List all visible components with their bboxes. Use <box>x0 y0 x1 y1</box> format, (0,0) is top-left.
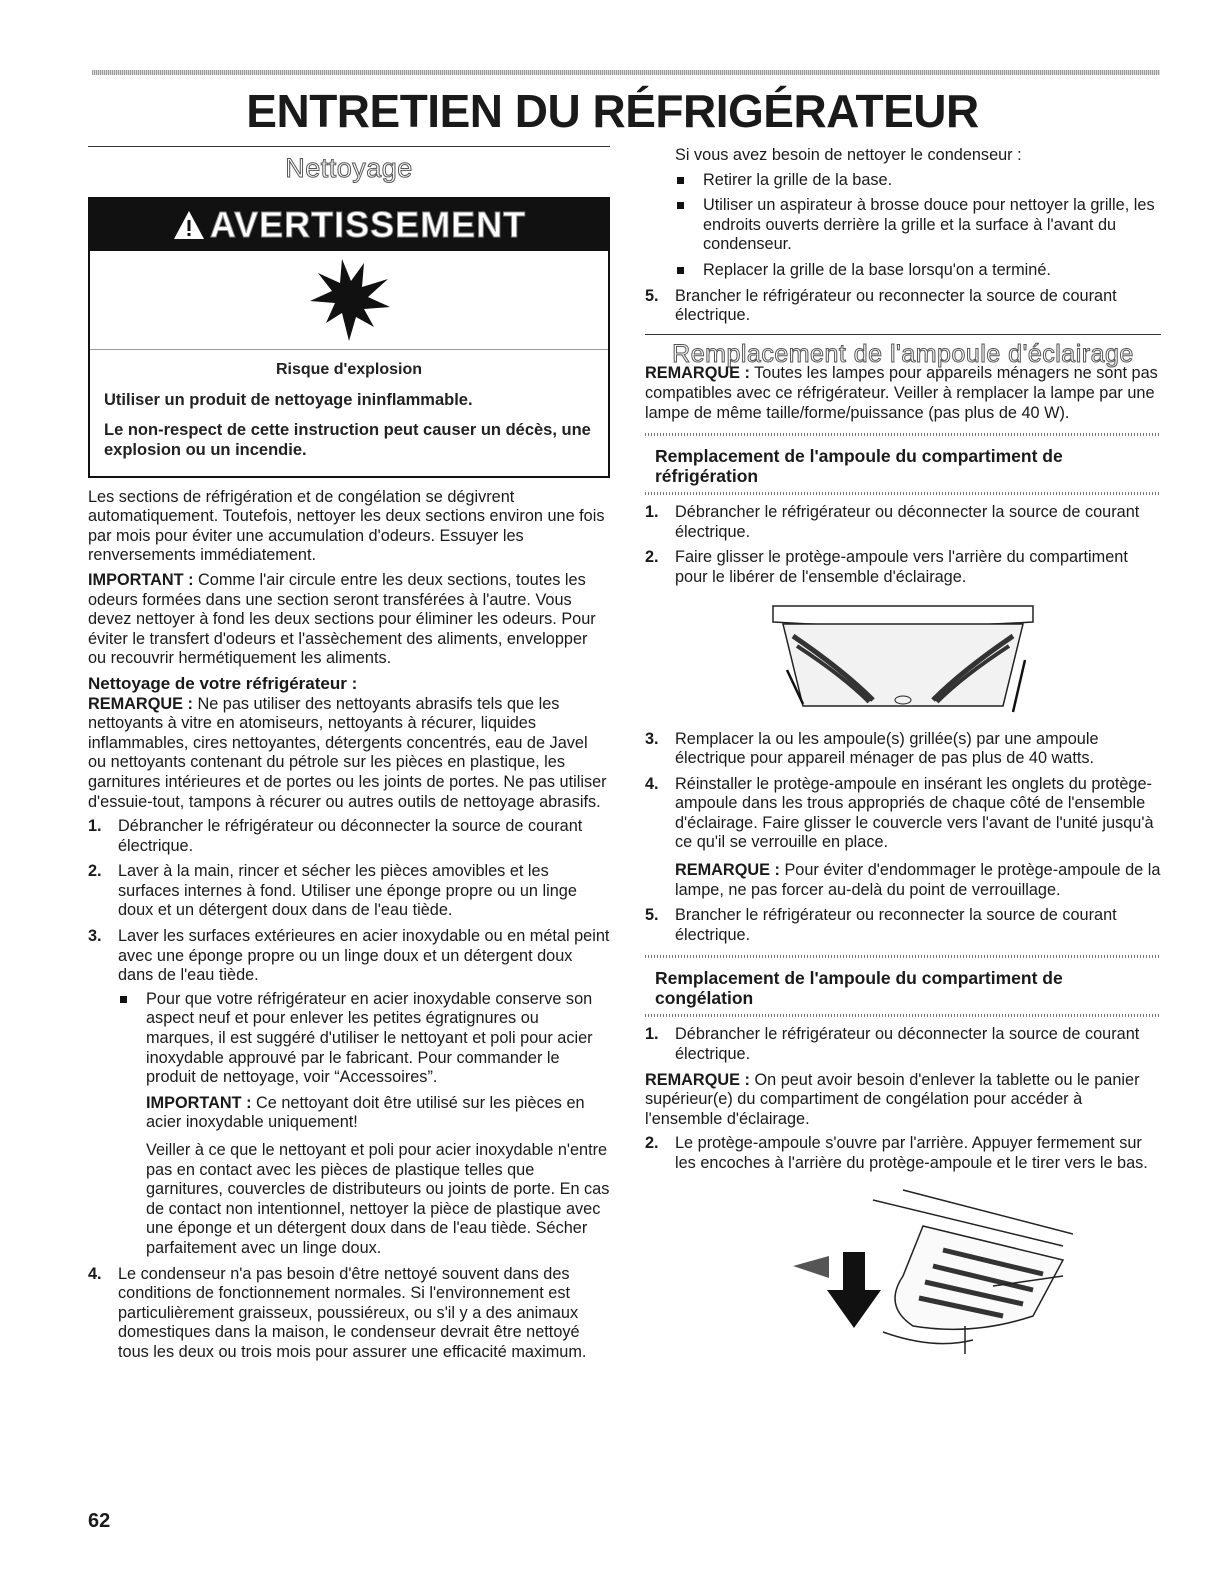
step-item <box>645 1134 1161 1173</box>
dotted-rule <box>645 1014 1161 1017</box>
warning-line-1: Utiliser un produit de nettoyage ininflammable. <box>104 390 473 409</box>
step-text: Laver les surfaces extérieures en acier inoxydable ou en métal peint avec une éponge propre ou un linge doux et un détergent doux dans de l'eau tiède. <box>118 927 610 985</box>
remarque-label: REMARQUE : <box>675 861 780 880</box>
freezer-steps <box>645 1025 1161 1064</box>
page-number: 62 <box>88 1510 111 1532</box>
step4-remarque <box>675 861 1161 900</box>
bullet-item: Utiliser un aspirateur à brosse douce pour nettoyer la grille, les endroits ouverts derrière la grille et la surface à l'avant du condenseur. <box>675 196 1161 255</box>
step3-bullets <box>118 990 610 1088</box>
step-number: 3. <box>88 927 102 946</box>
step-text: Brancher le réfrigérateur ou reconnecter la source de courant électrique. <box>675 286 1117 325</box>
important-text: Comme l'air circule entre les deux sections, toutes les odeurs formées dans une section seront transférées à l'autre. Vous devez nettoyer à fond les deux sections pour éliminer les odeurs. Pour éviter le transfert d'odeurs et l'assèchement des aliments, envelopper ou recouvrir hermétiquement les aliments. <box>88 570 596 668</box>
right-column <box>645 146 1161 1368</box>
step-item <box>88 1265 610 1363</box>
remarque-label: REMARQUE : <box>645 364 750 383</box>
step-item <box>88 927 610 1259</box>
step-text: Débrancher le réfrigérateur ou déconnecter la source de courant électrique. <box>118 817 583 855</box>
fridge-steps-continued <box>645 730 1161 946</box>
section-title-nettoyage: Nettoyage <box>285 153 413 183</box>
page-title: ENTRETIEN DU RÉFRIGÉRATEUR <box>246 85 979 137</box>
step-number: 2. <box>645 1134 659 1153</box>
bullet-item: Replacer la grille de la base lorsqu'on a terminé. <box>675 261 1161 281</box>
step-item <box>88 862 610 921</box>
step-text: Le protège-ampoule s'ouvre par l'arrière. Appuyer fermement sur les encoches à l'arrière du protège-ampoule et le tirer vers le bas. <box>675 1134 1148 1172</box>
step3-important-label: IMPORTANT : <box>146 1093 252 1112</box>
intro-paragraph: Les sections de réfrigération et de congélation se dégivrent automatiquement. Toutefois, nettoyer les deux sections environ une fois par mois pour éviter une accumulation d'odeurs. Essuyer les renversements immédiatement. <box>88 487 605 565</box>
step-text: Débrancher le réfrigérateur ou déconnecter la source de courant électrique. <box>675 1025 1140 1064</box>
freezer-subsection-title: Remplacement de l'ampoule du compartiment de congélation <box>655 968 1063 1009</box>
step3-note: Veiller à ce que le nettoyant et poli pour acier inoxydable n'entre pas en contact avec les pièces de plastique telles que garnitures, couvercles de distributeurs ou joints de porte. En cas de contact non intentionnel, nettoyer la pièce de plastique avec une éponge et un détergent doux dans de l'eau tiède. Sécher parfaitement avec un linge doux. <box>146 1141 610 1257</box>
explosion-icon <box>304 257 394 343</box>
condenser-steps <box>645 287 1161 326</box>
step-number: 1. <box>645 1025 659 1044</box>
freezer-subsection-header <box>645 955 1161 1017</box>
step-number: 3. <box>645 729 659 748</box>
step-text: Réinstaller le protège-ampoule en insérant les onglets du protège-ampoule dans les trous appropriés de chaque côté de l'ensemble d'éclairage. Faire glisser le couvercle vers l'avant de l'unité jusqu'à ce qu'il se verrouille en place. <box>675 774 1154 852</box>
warning-header <box>90 199 608 251</box>
step-text: Brancher le réfrigérateur ou reconnecter la source de courant électrique. <box>675 906 1117 944</box>
step-text: Laver à la main, rincer et sécher les pièces amovibles et les surfaces internes à fond. Utiliser une éponge propre ou un linge doux et un détergent doux dans de l'eau tiède. <box>118 862 577 920</box>
warning-box <box>88 197 610 478</box>
step-number: 1. <box>645 503 659 522</box>
left-column <box>88 146 610 1369</box>
step-number: 1. <box>88 817 102 836</box>
important-paragraph <box>88 571 610 669</box>
warning-line-2: Le non-respect de cette instruction peut causer un décès, une explosion ou un incendie. <box>104 420 591 459</box>
remarque-text: Pour éviter d'endommager le protège-ampoule de la lampe, ne pas forcer au-delà du point de verrouillage. <box>675 861 1161 899</box>
bullet-item: Pour que votre réfrigérateur en acier inoxydable conserve son aspect neuf et pour enlever les petites égratignures ou marques, il est suggéré d'utiliser le nettoyant et poli pour acier inoxydable approuvé par le fabricant. Pour commander le produit de nettoyage, voir “Accessoires”. <box>118 990 610 1088</box>
section-rule <box>645 334 1161 335</box>
warning-header-label: AVERTISSEMENT <box>209 203 527 245</box>
remarque-text: On peut avoir besoin d'enlever la tablette ou le panier supérieur(e) du compartiment de congélation pour accéder à l'ensemble d'éclairage. <box>645 1070 1140 1128</box>
freezer-remarque <box>645 1071 1161 1130</box>
step-text: Le condenseur n'a pas besoin d'être nettoyé souvent dans des conditions de fonctionnement normales. Si l'environnement est particulièrement graisseux, poussiéreux, ou s'il y a des animaux domestiques dans la maison, le condenseur devrait être nettoyé tous les deux ou trois mois pour assurer une efficacité maximum. <box>118 1264 587 1361</box>
step-item <box>645 730 1161 769</box>
warning-body <box>90 350 608 476</box>
step-number: 4. <box>88 1264 102 1283</box>
step-text: Remplacer la ou les ampoule(s) grillée(s) par une ampoule électrique pour appareil ménager de pas plus de 40 watts. <box>675 729 1099 768</box>
warning-risk: Risque d'explosion <box>275 360 423 378</box>
lamp-remarque <box>645 364 1161 423</box>
explosion-icon-area <box>90 251 608 350</box>
fridge-light-illustration <box>645 600 1161 718</box>
condenser-intro: Si vous avez besoin de nettoyer le condenseur : <box>675 146 1022 164</box>
step-text: Faire glisser le protège-ampoule vers l'arrière du compartiment pour le libérer de l'ensemble d'éclairage. <box>675 548 1128 586</box>
step-number: 2. <box>88 862 102 881</box>
remarque-label: REMARQUE : <box>645 1070 750 1089</box>
step-number: 5. <box>645 906 659 925</box>
step-item <box>88 817 610 856</box>
fridge-steps <box>645 503 1161 587</box>
section-title-ampoule: Remplacement de l'ampoule d'éclairage <box>672 339 1134 368</box>
step-item <box>645 775 1161 901</box>
top-rule <box>92 70 1160 75</box>
light-cover-illustration <box>763 600 1043 718</box>
important-label: IMPORTANT : <box>88 570 194 589</box>
cleaning-steps <box>88 817 610 1362</box>
fridge-subsection-title: Remplacement de l'ampoule du compartiment de réfrigération <box>655 446 1063 487</box>
step-number: 4. <box>645 774 659 793</box>
remarque-text: Toutes les lampes pour appareils ménagers ne sont pas compatibles avec ce réfrigérateur. Veiller à remplacer la lampe par une lampe de même taille/forme/puissance (pas plus de 40 W). <box>645 364 1158 422</box>
section-rule <box>88 146 610 147</box>
remarque-paragraph <box>88 695 610 813</box>
warning-triangle-icon <box>172 209 206 241</box>
subhead-cleaning: Nettoyage de votre réfrigérateur : <box>88 673 358 693</box>
step3-important-text: Ce nettoyant doit être utilisé sur les pièces en acier inoxydable uniquement! <box>146 1093 585 1132</box>
step3-important <box>118 1094 610 1133</box>
dotted-rule <box>645 492 1161 495</box>
freezer-light-illustration <box>645 1186 1161 1356</box>
condenser-bullets <box>645 171 1161 281</box>
freezer-cover-illustration <box>733 1186 1073 1356</box>
step-number: 2. <box>645 548 659 567</box>
bullet-item: Retirer la grille de la base. <box>675 171 1161 191</box>
remarque-label: REMARQUE : <box>88 694 193 713</box>
step-item <box>645 1025 1161 1064</box>
step-item <box>645 503 1161 542</box>
step-text: Débrancher le réfrigérateur ou déconnecter la source de courant électrique. <box>675 503 1140 541</box>
step-item <box>645 287 1161 326</box>
remarque-text: Ne pas utiliser des nettoyants abrasifs tels que les nettoyants à vitre en atomiseurs, nettoyants à récurer, liquides inflammables, cires nettoyantes, détergents concentrés, eau de Javel ou nettoyants contenant du pétrole sur les pièces en plastique, les garnitures intérieures et de portes ou les joints de portes. Ne pas utiliser d'essuie-tout, tampons à récurer ou autres outils de nettoyage abrasifs. <box>88 694 607 811</box>
freezer-steps-continued <box>645 1134 1161 1173</box>
step-item <box>645 906 1161 945</box>
fridge-subsection-header <box>645 433 1161 495</box>
step-item <box>645 548 1161 587</box>
step-number: 5. <box>645 286 659 305</box>
